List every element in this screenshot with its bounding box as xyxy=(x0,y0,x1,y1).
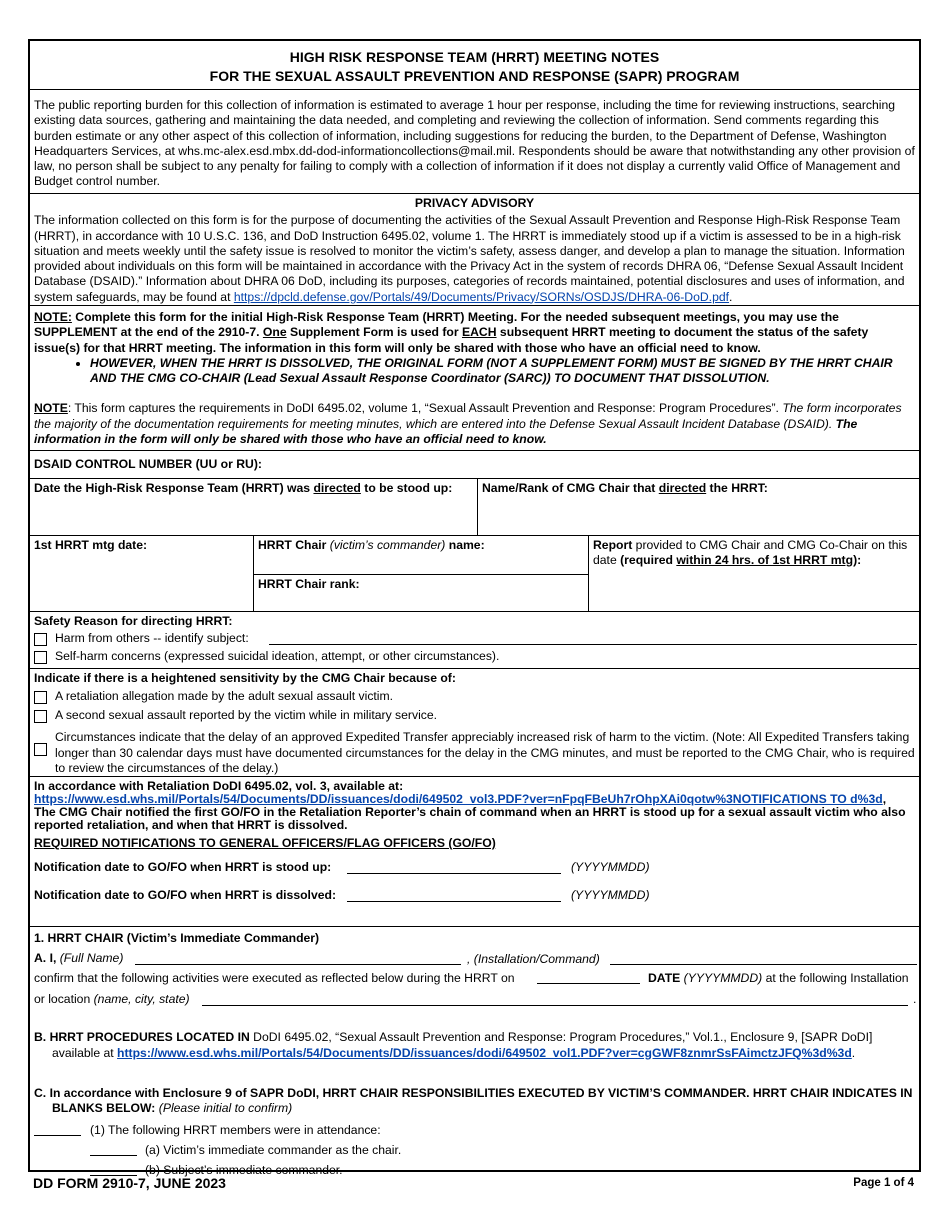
note1-each: EACH xyxy=(462,325,497,340)
note1-text-3: subsequent HRRT meeting to document the status of the safety issue(s) for that HRRT meeting. The information in this form will only be shared with those who have an official need to know. xyxy=(34,325,869,355)
chair-name-i: (victim’s commander) xyxy=(326,538,446,552)
full-name-input[interactable] xyxy=(135,964,461,965)
confirm-text: confirm that the following activities were executed as reflected below during the HRRT on xyxy=(34,971,515,986)
stood-up-label: Notification date to GO/FO when HRRT is stood up: xyxy=(34,860,332,875)
hrrt-date-input[interactable] xyxy=(537,983,640,984)
full-name-label: (Full Name) xyxy=(56,951,124,966)
note2-text-3: The information in the form will only be shared with those who have an official need to know. xyxy=(34,416,858,446)
first-mtg-date-label: 1st HRRT mtg date: xyxy=(34,538,148,552)
stood-up-date-format: (YYYYMMDD) xyxy=(571,860,650,875)
responsibilities-paragraph xyxy=(34,1086,915,1117)
victim-commander-item: (a) Victim’s immediate commander as the chair. xyxy=(145,1143,402,1158)
chair-rank-label: HRRT Chair rank: xyxy=(258,577,360,591)
note2-label: NOTE xyxy=(34,401,68,416)
second-assault-checkbox[interactable] xyxy=(34,710,47,723)
chair-name-b: HRRT Chair xyxy=(258,538,327,552)
dissolved-label: Notification date to GO/FO when HRRT is dissolved: xyxy=(34,888,336,903)
note-requirements xyxy=(34,401,915,447)
chair-name-row xyxy=(34,948,915,968)
date-i: (YYYYMMDD) xyxy=(680,971,763,986)
notification-stood-up-row xyxy=(34,857,915,885)
retaliation-text: The CMG Chair notified the first GO/FO in the Retaliation Reporter’s chain of command when an HRRT is stood up for a sexual assault victim who also reported retaliation, and when that HRRT is dissolved. xyxy=(34,805,906,832)
cmg-name-post: the HRRT: xyxy=(706,481,768,495)
privacy-sorn-link[interactable]: https://dpcld.defense.gov/Portals/49/Documents/Privacy/SORNs/OSDJS/DHRA-06-DoD.pdf xyxy=(233,289,730,304)
note1-text-1: Complete this form for the initial High-Risk Response Team (HRRT) Meeting. For the needed subsequent meetings, you may use the SUPPLEMENT at the end of the 2910-7. xyxy=(34,310,839,340)
directed-date-u: directed xyxy=(313,481,361,495)
required-notifications-heading: REQUIRED NOTIFICATIONS TO GENERAL OFFICERS/FLAG OFFICERS (GO/FO) xyxy=(34,836,496,850)
note1-label: NOTE: xyxy=(34,310,72,324)
chair-section-heading: 1. HRRT CHAIR (Victim’s Immediate Commander) xyxy=(34,931,320,945)
note1-one: One xyxy=(262,325,287,340)
safety-option-harm xyxy=(34,631,915,649)
location-hint: (name, city, state) xyxy=(93,992,190,1007)
safety-option-self xyxy=(34,649,915,667)
notes-section xyxy=(30,306,919,451)
sensitivity-option-1 xyxy=(34,689,915,708)
c-hint: (Please initial to confirm) xyxy=(155,1101,293,1115)
location-period: . xyxy=(913,992,917,1007)
report-b: Report xyxy=(593,538,633,552)
retaliation-checkbox[interactable] xyxy=(34,691,47,704)
expedited-transfer-checkbox[interactable] xyxy=(34,743,47,756)
attendance-item: (1) The following HRRT members were in attendance: xyxy=(90,1123,381,1138)
subject-commander-item: (b) Subject’s immediate commander. xyxy=(145,1163,343,1178)
cmg-name-u: directed xyxy=(658,481,707,495)
dissolved-date-input[interactable] xyxy=(347,901,561,902)
installation-input[interactable] xyxy=(610,964,917,965)
retaliation-link-end: , xyxy=(882,792,887,806)
self-harm-checkbox[interactable] xyxy=(34,651,47,664)
note2-text-2: The form incorporates the majority of the documentation requirements for meeting minutes, which are entered into the Defense Sexual Assault Incident Database (DSAID). xyxy=(34,401,902,431)
second-assault-label: A second sexual assault reported by the victim while in military service. xyxy=(55,708,438,723)
directed-date-pre: Date the High-Risk Response Team (HRRT) was xyxy=(34,481,314,495)
report-b2: (required xyxy=(620,553,677,568)
report-t: provided to CMG Chair and CMG Co-Chair on this date xyxy=(593,538,908,568)
chair-name-post: name: xyxy=(445,538,485,552)
title-line-2: FOR THE SEXUAL ASSAULT PREVENTION AND RESPONSE (SAPR) PROGRAM xyxy=(209,68,740,84)
privacy-body xyxy=(34,213,915,305)
directed-date-field[interactable] xyxy=(30,479,477,535)
location-input[interactable] xyxy=(202,1005,908,1006)
b-label: B. HRRT PROCEDURES LOCATED IN xyxy=(34,1030,250,1045)
title-line-1: HIGH RISK RESPONSE TEAM (HRRT) MEETING NOTES xyxy=(289,49,660,65)
harm-others-checkbox[interactable] xyxy=(34,633,47,646)
b-end: . xyxy=(851,1045,856,1060)
stood-up-date-input[interactable] xyxy=(347,873,561,874)
privacy-text: The information collected on this form is for the purpose of documenting the activities of the Sexual Assault Prevention and Response High-Risk Response Team (HRRT), in accordance with 10 U.S.C. 136, and DoD Instruction 6495.02, volume 1. The HRRT is immediately stood up if a victim is assessed to be in a high-risk situation and meets weekly until the safety issue is resolved to monitor the victim’s safety, assess danger, and develop a plan to manage the situation. Information provided about individuals on this form will be maintained in accordance with the Privacy Act in the system of records DHRA 06, “Defense Sexual Assault Incident Database (DSAID).” Information about DHRA 06 DoD, including its purposes, categories of records maintained, potential disclosures and uses of information, and system safeguards, may be found at xyxy=(34,213,905,304)
date-b: DATE xyxy=(648,971,681,986)
dsaid-control-number[interactable] xyxy=(30,451,919,479)
form-title xyxy=(30,41,919,90)
sensitivity-heading: Indicate if there is a heightened sensitivity by the CMG Chair because of: xyxy=(34,671,456,685)
safety-reason-section xyxy=(30,612,919,669)
procedures-paragraph xyxy=(34,1030,915,1061)
or-location: or location xyxy=(34,992,94,1007)
privacy-heading: PRIVACY ADVISORY xyxy=(414,196,535,210)
retaliation-line1: In accordance with Retaliation DoDI 6495.02, vol. 3, available at: xyxy=(34,779,404,793)
dissolved-date-format: (YYYYMMDD) xyxy=(571,888,650,903)
harm-subject-line[interactable] xyxy=(269,644,917,645)
attendance-row xyxy=(34,1120,915,1140)
attendance-a-row xyxy=(34,1140,915,1160)
cmg-name-pre: Name/Rank of CMG Chair that xyxy=(482,481,659,495)
note2-text-1: : This form captures the requirements in DoDI 6495.02, volume 1, “Sexual Assault Prevention and Response: Program Procedures”. xyxy=(67,401,783,416)
victim-commander-initial-input[interactable] xyxy=(90,1155,137,1156)
sensitivity-option-3 xyxy=(34,730,915,776)
form-container xyxy=(28,39,921,1178)
sensitivity-section xyxy=(30,669,919,777)
note1-bullet-list xyxy=(34,356,915,387)
hrrt-chair-name-field[interactable] xyxy=(254,536,588,574)
dodi-vol1-link[interactable]: https://www.esd.whs.mil/Portals/54/Documents/DD/issuances/dodi/649502_vol1.PDF?ver=cgGWF8znmrSsFAimctzJFQ%3d%3d xyxy=(117,1045,852,1060)
a-label: A. I, xyxy=(34,951,57,966)
installation-label: , (Installation/Command) xyxy=(467,952,600,967)
retaliation-dodi-link[interactable]: https://www.esd.whs.mil/Portals/54/Documents/DD/issuances/dodi/649502_vol3.PDF?ver=nFpqFBeUh7rOhpXAi0qotw%3NOTIFICATIONS TO d%3d xyxy=(34,792,883,806)
report-date-field[interactable] xyxy=(589,536,921,611)
c-text: C. In accordance with Enclosure 9 of SAPR DoDI, HRRT CHAIR RESPONSIBILITIES EXECUTED BY VICTIM’S COMMANDER. HRRT CHAIR INDICATES IN BLANKS BELOW: xyxy=(34,1085,913,1115)
report-b3: ): xyxy=(853,553,862,568)
burden-statement xyxy=(30,90,919,194)
date-post: at the following Installation xyxy=(762,971,909,986)
hrrt-chair-rank-field[interactable] xyxy=(254,575,588,611)
retaliation-section xyxy=(30,777,919,927)
self-harm-label: Self-harm concerns (expressed suicidal ideation, attempt, or other circumstances). xyxy=(55,649,500,664)
privacy-end: . xyxy=(729,289,733,304)
form-number: DD FORM 2910-7, JUNE 2023 xyxy=(33,1175,226,1191)
b-text: DoDI 6495.02, “Sexual Assault Prevention and Response: Program Procedures,” Vol.1., Enclosure 9, [SAPR DoDI] available at xyxy=(52,1030,873,1060)
hrrt-chair-section xyxy=(30,927,919,1177)
burden-text: The public reporting burden for this collection of information is estimated to average 1 hour per response, including the time for reviewing instructions, searching existing data sources, gathering and maintaining the data needed, and completing and reviewing the collection of information. Send comments regarding this burden estimate or any other aspect of this collection of information, including suggestions for reducing the burden, to the Department of Defense, Washington Headquarters Services, at whs.mc-alex.esd.mbx.dd-dod-informationcollections@mail.mil. Respondents should be aware that notwithstanding any other provision of law, no person shall be subject to any penalty for failing to comply with a collection of information if it does not display a currently valid Office of Management and Budget control number. xyxy=(34,98,915,189)
expedited-transfer-label: Circumstances indicate that the delay of an approved Expedited Transfer appreciably increased risk of harm to the victim. (Note: All Expedited Transfers taking longer than 30 calendar days must have documented circumstances for the delay in the CMG minutes, and must be reported to the CMG Chair, who is required to review the circumstances of the delay.) xyxy=(55,730,915,775)
privacy-advisory xyxy=(30,194,919,306)
note1-text-2: Supplement Form is used for xyxy=(286,325,462,340)
first-mtg-date-field[interactable] xyxy=(30,536,253,611)
harm-others-label: Harm from others -- identify subject: xyxy=(55,631,249,646)
directed-row xyxy=(30,479,919,536)
sensitivity-option-2 xyxy=(34,708,915,730)
confirm-row xyxy=(34,968,915,988)
attendance-initial-input[interactable] xyxy=(34,1135,81,1136)
report-u: within 24 hrs. of 1st HRRT mtg xyxy=(676,553,854,568)
directed-date-post: to be stood up: xyxy=(360,481,453,495)
notification-dissolved-row xyxy=(34,885,915,913)
page-number: Page 1 of 4 xyxy=(853,1177,914,1189)
location-row xyxy=(34,988,915,1010)
note1-bullet: • HOWEVER, WHEN THE HRRT IS DISSOLVED, THE ORIGINAL FORM (NOT A SUPPLEMENT FORM) MUST BE SIGNED BY THE HRRT CHAIR AND THE CMG CO-CHAIR (Lead Sexual Assault Response Coordinator (SARC)) TO DOCUMENT THAT DISSOLUTION. xyxy=(90,356,915,387)
meeting-row xyxy=(30,536,919,612)
cmg-chair-name-field[interactable] xyxy=(478,479,921,535)
safety-heading: Safety Reason for directing HRRT: xyxy=(34,614,233,628)
dsaid-label: DSAID CONTROL NUMBER (UU or RU): xyxy=(34,457,262,471)
retaliation-label: A retaliation allegation made by the adult sexual assault victim. xyxy=(55,689,394,704)
note-initial xyxy=(34,310,915,356)
